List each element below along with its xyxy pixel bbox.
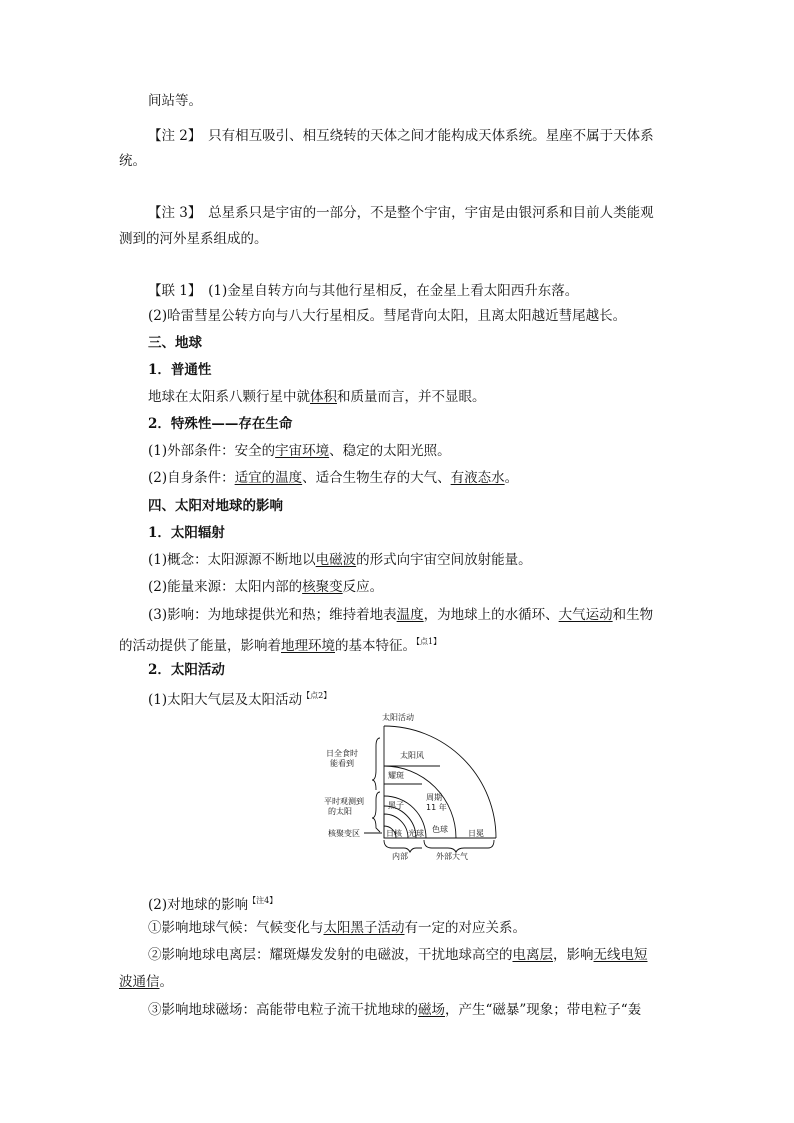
flare-label: 耀斑 [388, 771, 404, 780]
top-label: 太阳活动 [382, 713, 414, 722]
text-line: (1)外部条件：安全的宇宙环境、稳定的太阳光照。 [148, 443, 451, 459]
text-line: 波通信。 [119, 974, 173, 990]
sun-structure-diagram [322, 708, 502, 863]
text-line: (2)对地球的影响$^{【注4】}$ [148, 896, 278, 913]
text-line: 间站等。 [148, 93, 202, 109]
text-line: (1)概念：太阳源源不断地以电磁波的形式向宇宙空间放射能量。 [148, 552, 532, 568]
note-ref: 【点2】 [302, 691, 332, 700]
text-line: (2)能量来源：太阳内部的核聚变反应。 [148, 579, 384, 595]
sub-heading: 1．太阳辐射 [148, 525, 225, 541]
note-ref: 【点1】 [416, 637, 442, 646]
note-ref: 【注4】 [248, 896, 278, 905]
photosphere-label: 光球 [408, 829, 424, 838]
sub-heading: 1．普通性 [148, 362, 212, 378]
inner-label: 内部 [392, 852, 408, 861]
text-line: (2)哈雷彗星公转方向与八大行星相反。彗尾背向太阳，且离太阳越近彗尾越长。 [148, 308, 627, 324]
core-label: 日核 [386, 829, 402, 838]
text-line: ②影响地球电离层：耀斑爆发发射的电磁波，干扰地球高空的电离层，影响无线电短 [148, 947, 648, 963]
eclipse-label-2: 能看到 [330, 759, 354, 768]
text-line: ①影响地球气候：气候变化与太阳黑子活动有一定的对应关系。 [148, 920, 526, 936]
text-line: 的活动提供了能量，影响着地理环境的基本特征。$^{【点1】}$ [119, 637, 442, 654]
text-line: 【注 2】 只有相互吸引、相互绕转的天体之间才能构成天体系统。星座不属于天体系 [148, 128, 654, 144]
usual-label-2: 的太阳 [328, 807, 352, 816]
text-line: 测到的河外星系组成的。 [119, 231, 268, 247]
sub-heading: 2．太阳活动 [148, 662, 225, 678]
text-line: (2)自身条件：适宜的温度、适合生物生存的大气、有液态水。 [148, 470, 519, 486]
text-line: 【联 1】 (1)金星自转方向与其他行星相反，在金星上看太阳西升东落。 [148, 283, 579, 299]
cycle-label: 周期 [426, 793, 442, 802]
text-line: 统。 [119, 153, 146, 169]
sunspot-label: 黑子 [388, 801, 404, 810]
outer-label: 外部大气 [436, 852, 468, 861]
text-line: (1)太阳大气层及太阳活动$^{【点2】}$ [148, 691, 332, 708]
fusion-label: 核聚变区 [328, 829, 360, 838]
section-heading: 四、太阳对地球的影响 [148, 498, 283, 514]
text-line: (3)影响：为地球提供光和热；维持着地表温度，为地球上的水循环、大气运动和生物 [148, 607, 654, 623]
text-line: 【注 3】 总星系只是宇宙的一部分，不是整个宇宙，宇宙是由银河系和目前人类能观 [148, 205, 654, 221]
usual-label: 平时观测到 [324, 797, 364, 806]
eclipse-label: 日全食时 [326, 749, 358, 758]
solar-wind-label: 太阳风 [400, 751, 424, 760]
text-line: 地球在太阳系八颗行星中就体积和质量而言，并不显眼。 [148, 389, 486, 405]
sub-heading: 2．特殊性——存在生命 [148, 416, 293, 432]
cycle-years: 11 年 [426, 803, 447, 812]
chromosphere-label: 色球 [432, 825, 448, 834]
section-heading: 三、地球 [148, 335, 202, 351]
text-line: ③影响地球磁场：高能带电粒子流干扰地球的磁场，产生“磁暴”现象；带电粒子“轰 [148, 1002, 642, 1018]
corona-label: 日冕 [468, 829, 484, 838]
